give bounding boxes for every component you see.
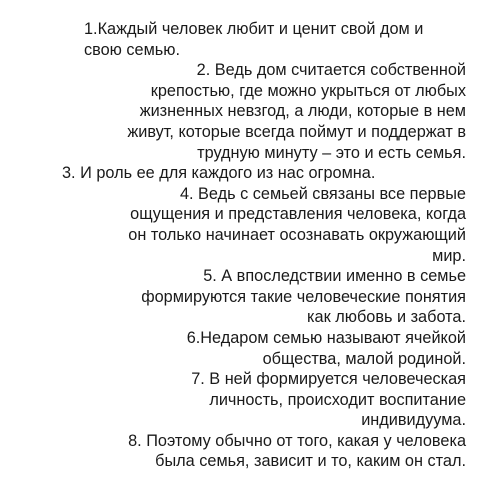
paragraph-6 <box>0 328 466 369</box>
cut-off-header-text <box>70 0 370 5</box>
paragraph-7 <box>0 369 466 431</box>
paragraph-8 <box>0 431 466 472</box>
paragraph-line: трудную минуту – это и есть семья. <box>197 143 466 162</box>
paragraph-line: 4. Ведь с семьей связаны все первые <box>179 184 466 203</box>
paragraph-line: была семья, зависит и то, каким он стал. <box>155 452 466 471</box>
paragraph-3 <box>0 163 466 184</box>
paragraph-line: личность, происходит воспитание <box>209 390 466 409</box>
paragraph-line: мир. <box>432 246 466 265</box>
paragraph-line: формируются такие человеческие понятия <box>141 287 466 306</box>
paragraph-4 <box>0 184 466 266</box>
paragraph-line: 6.Недаром семью называют ячейкой <box>186 328 466 347</box>
paragraph-line: крепостью, где можно укрыться от любых <box>150 81 466 100</box>
paragraph-line: ощущения и представления человека, когда <box>130 205 466 224</box>
paragraph-line: 7. В ней формируется человеческая <box>191 370 466 389</box>
paragraph-line: 3. И роль ее для каждого из нас огромна. <box>62 164 376 183</box>
essay-text <box>0 19 500 472</box>
paragraph-line: общества, малой родиной. <box>262 349 466 368</box>
paragraph-line: живут, которые всегда поймут и поддержат в <box>127 122 466 141</box>
paragraph-1 <box>0 19 466 60</box>
paragraph-2 <box>0 60 466 163</box>
paragraph-line: 8. Поэтому обычно от того, какая у человека <box>128 431 466 450</box>
paragraph-line: он только начинает осознавать окружающий <box>128 225 466 244</box>
paragraph-line: 2. Ведь дом считается собственной <box>196 61 466 80</box>
paragraph-line: индивидуума. <box>361 411 466 430</box>
paragraph-line: как любовь и забота. <box>307 308 466 327</box>
paragraph-line: свою семью. <box>84 40 181 59</box>
paragraph-line: жизненных невзгод, а люди, которые в нем <box>139 102 466 121</box>
paragraph-line: 5. А впоследствии именно в семье <box>203 267 466 286</box>
paragraph-line: 1.Каждый человек любит и ценит свой дом и <box>84 20 424 38</box>
paragraph-5 <box>0 266 466 328</box>
